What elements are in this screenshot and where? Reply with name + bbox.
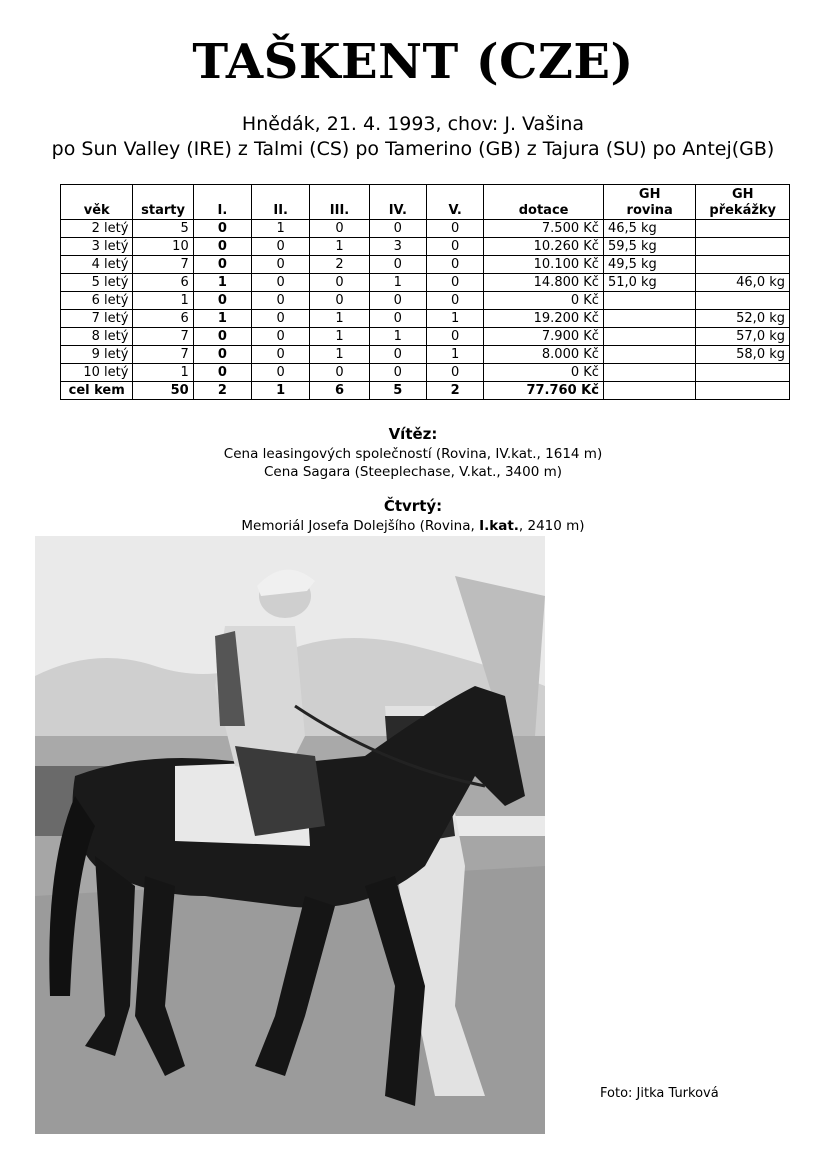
- cell-gh-jump: 57,0 kg: [696, 328, 790, 346]
- cell-gh-flat: [603, 346, 696, 364]
- cell-p3: 0: [310, 274, 369, 292]
- cell-p5: 1: [426, 346, 483, 364]
- cell-age: 7 letý: [61, 310, 133, 328]
- photo-credit: Foto: Jitka Turková: [600, 1086, 719, 1101]
- cell-p2: 0: [252, 310, 310, 328]
- cell-starts: 5: [133, 220, 193, 238]
- cell-prize: 77.760 Kč: [484, 382, 604, 400]
- table-row: [61, 274, 790, 292]
- cell-p2: 0: [252, 256, 310, 274]
- cell-gh-flat: [603, 328, 696, 346]
- pedigree-line: po Sun Valley (IRE) z Talmi (CS) po Tamerino (GB) z Tajura (SU) po Antej(GB): [51, 138, 775, 160]
- table-row: [61, 346, 790, 364]
- cell-prize: 7.900 Kč: [484, 328, 604, 346]
- winner-heading: Vítěz:: [388, 425, 438, 443]
- cell-p3: 2: [310, 256, 369, 274]
- header-gh-flat: GH rovina: [603, 185, 696, 220]
- cell-p4: 0: [369, 256, 426, 274]
- table-header-row: [61, 185, 790, 220]
- cell-p1: 0: [193, 346, 251, 364]
- cell-p4: 0: [369, 364, 426, 382]
- cell-prize: 0 Kč: [484, 292, 604, 310]
- cell-gh-flat: 59,5 kg: [603, 238, 696, 256]
- cell-p3: 1: [310, 346, 369, 364]
- cell-gh-jump: 52,0 kg: [696, 310, 790, 328]
- cell-age: 9 letý: [61, 346, 133, 364]
- cell-gh-flat: 49,5 kg: [603, 256, 696, 274]
- horse-jockey-photo: [35, 536, 545, 1134]
- cell-gh-flat: [603, 382, 696, 400]
- table-row: [61, 238, 790, 256]
- horse-description: Hnědák, 21. 4. 1993, chov: J. Vašina: [241, 113, 585, 135]
- cell-gh-flat: 51,0 kg: [603, 274, 696, 292]
- cell-age: 4 letý: [61, 256, 133, 274]
- cell-p1: 0: [193, 292, 251, 310]
- cell-p5: 0: [426, 256, 483, 274]
- cell-gh-jump: [696, 382, 790, 400]
- cell-p4: 1: [369, 328, 426, 346]
- cell-p5: 0: [426, 220, 483, 238]
- cell-gh-flat: 46,5 kg: [603, 220, 696, 238]
- cell-p1: 0: [193, 256, 251, 274]
- cell-gh-jump: 58,0 kg: [696, 346, 790, 364]
- cell-p3: 6: [310, 382, 369, 400]
- cell-p2: 0: [252, 328, 310, 346]
- cell-prize: 14.800 Kč: [484, 274, 604, 292]
- cell-p5: 0: [426, 274, 483, 292]
- header-prize: dotace: [484, 185, 604, 220]
- cell-age: 10 letý: [61, 364, 133, 382]
- table-row: [61, 364, 790, 382]
- cell-p5: 0: [426, 238, 483, 256]
- cell-age: 6 letý: [61, 292, 133, 310]
- cell-age: 5 letý: [61, 274, 133, 292]
- cell-prize: 7.500 Kč: [484, 220, 604, 238]
- cell-p1: 0: [193, 238, 251, 256]
- header-fourth: IV.: [369, 185, 426, 220]
- cell-prize: 10.260 Kč: [484, 238, 604, 256]
- cell-prize: 8.000 Kč: [484, 346, 604, 364]
- cell-gh-jump: [696, 256, 790, 274]
- table-row: [61, 310, 790, 328]
- fourth-race: Memoriál Josefa Dolejšího (Rovina, I.kat., 2410 m): [241, 518, 585, 534]
- table-row: [61, 292, 790, 310]
- cell-p2: 1: [252, 382, 310, 400]
- header-fifth: V.: [426, 185, 483, 220]
- cell-starts: 10: [133, 238, 193, 256]
- cell-p1: 1: [193, 274, 251, 292]
- cell-gh-jump: 46,0 kg: [696, 274, 790, 292]
- cell-p2: 0: [252, 292, 310, 310]
- cell-p3: 0: [310, 220, 369, 238]
- cell-starts: 6: [133, 310, 193, 328]
- cell-p3: 0: [310, 292, 369, 310]
- cell-gh-flat: [603, 310, 696, 328]
- cell-p1: 1: [193, 310, 251, 328]
- cell-p5: 0: [426, 328, 483, 346]
- cell-p4: 5: [369, 382, 426, 400]
- cell-p5: 0: [426, 292, 483, 310]
- cell-p2: 1: [252, 220, 310, 238]
- header-age: věk: [61, 185, 133, 220]
- cell-p4: 0: [369, 310, 426, 328]
- cell-p3: 1: [310, 310, 369, 328]
- cell-p4: 0: [369, 346, 426, 364]
- winner-race-1: Cena leasingových společností (Rovina, IV.kat., 1614 m): [223, 446, 603, 462]
- header-starts: starty: [133, 185, 193, 220]
- cell-prize: 10.100 Kč: [484, 256, 604, 274]
- cell-p5: 0: [426, 364, 483, 382]
- cell-starts: 50: [133, 382, 193, 400]
- cell-gh-jump: [696, 364, 790, 382]
- cell-p2: 0: [252, 274, 310, 292]
- table-total-row: [61, 382, 790, 400]
- header-first: I.: [193, 185, 251, 220]
- cell-p4: 0: [369, 292, 426, 310]
- winner-race-2: Cena Sagara (Steeplechase, V.kat., 3400 m): [263, 464, 563, 480]
- cell-p5: 1: [426, 310, 483, 328]
- cell-p2: 0: [252, 238, 310, 256]
- cell-starts: 7: [133, 256, 193, 274]
- cell-age: 2 letý: [61, 220, 133, 238]
- career-stats-table: [60, 184, 790, 400]
- cell-starts: 6: [133, 274, 193, 292]
- cell-gh-jump: [696, 238, 790, 256]
- table-row: [61, 220, 790, 238]
- cell-p3: 1: [310, 328, 369, 346]
- cell-prize: 19.200 Kč: [484, 310, 604, 328]
- cell-p1: 0: [193, 220, 251, 238]
- header-second: II.: [252, 185, 310, 220]
- cell-p4: 0: [369, 220, 426, 238]
- horse-name-title: TAŠKENT (CZE): [192, 34, 634, 90]
- cell-p4: 3: [369, 238, 426, 256]
- cell-p1: 0: [193, 328, 251, 346]
- table-row: [61, 256, 790, 274]
- cell-p3: 1: [310, 238, 369, 256]
- cell-p2: 0: [252, 364, 310, 382]
- cell-gh-flat: [603, 292, 696, 310]
- cell-age: 3 letý: [61, 238, 133, 256]
- cell-gh-jump: [696, 292, 790, 310]
- cell-prize: 0 Kč: [484, 364, 604, 382]
- cell-p3: 0: [310, 364, 369, 382]
- cell-starts: 1: [133, 364, 193, 382]
- cell-p4: 1: [369, 274, 426, 292]
- cell-gh-flat: [603, 364, 696, 382]
- cell-p1: 2: [193, 382, 251, 400]
- cell-age: 8 letý: [61, 328, 133, 346]
- cell-p5: 2: [426, 382, 483, 400]
- cell-age: cel kem: [61, 382, 133, 400]
- cell-starts: 7: [133, 346, 193, 364]
- header-gh-jump: GH překážky: [696, 185, 790, 220]
- table-row: [61, 328, 790, 346]
- cell-p1: 0: [193, 364, 251, 382]
- cell-starts: 7: [133, 328, 193, 346]
- cell-p2: 0: [252, 346, 310, 364]
- cell-gh-jump: [696, 220, 790, 238]
- fourth-heading: Čtvrtý:: [383, 497, 443, 515]
- cell-starts: 1: [133, 292, 193, 310]
- header-third: III.: [310, 185, 369, 220]
- photo-illustration: [35, 536, 545, 1134]
